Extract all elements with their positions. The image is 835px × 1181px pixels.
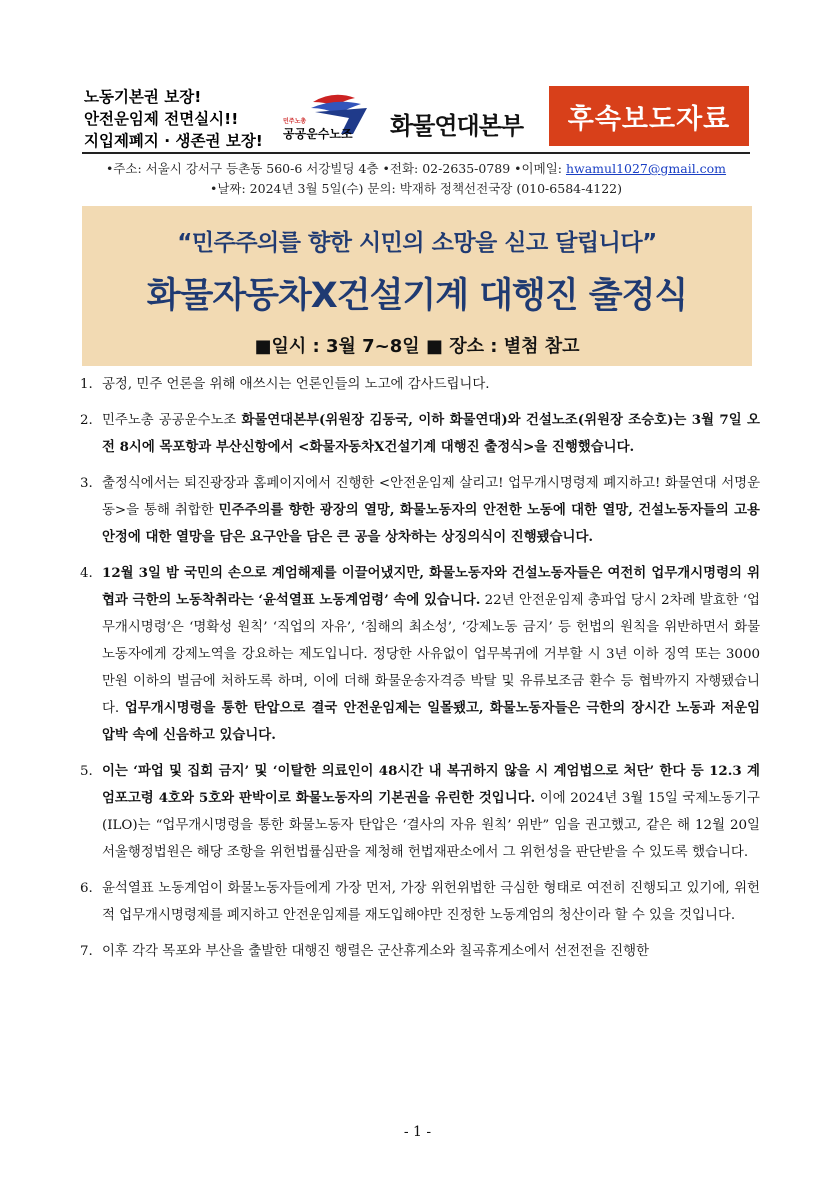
contact-line-2: •날짜: 2024년 3월 5일(수) 문의: 박재하 정책선전국장 (010-6584-4122): [209, 181, 623, 196]
paragraph-number: 5.: [80, 764, 93, 779]
header-divider: [82, 152, 750, 154]
paragraph-number: 7.: [80, 944, 93, 959]
logo-text: [283, 118, 353, 142]
contact-line-1: [82, 159, 750, 177]
press-title: 화물자동차X건설기계 대행진 출정식: [146, 276, 688, 316]
paragraph-text: 이후 각각 목포와 부산을 출발한 대행진 행렬은 군산휴게소와 칠곡휴게소에서 선전전을 진행한: [102, 944, 650, 959]
press-body: [80, 371, 760, 974]
paragraph-5: [80, 758, 760, 866]
paragraph-text-bold: 업무개시명령을 통한 탄압으로 결국 안전운임제는 일몰됐고, 화물노동자들은 극한의 장시간 노동과 저운임 압박 속에 신음하고 있습니다.: [102, 700, 760, 743]
slogan-1: 노동기본권 보장!: [84, 88, 202, 106]
paragraph-4: [80, 560, 760, 749]
paragraph-text-bold: 민주주의를 향한 광장의 열망, 화물노동자의 안전한 노동에 대한 열망, 건설노동자들의 고용안정에 대한 열망을 담은 요구안을 담은 큰 공을 상차하는 상징의식이 진행됐습니다.: [102, 502, 760, 545]
paragraph-number: 4.: [80, 566, 93, 581]
slogan-3: 지입제폐지 · 생존권 보장!: [84, 132, 263, 150]
paragraph-text: 공정, 민주 언론을 위해 애쓰시는 언론인들의 노고에 감사드립니다.: [102, 377, 490, 392]
paragraph-text: 이에 2024년 3월 15일 국제노동기구(ILO)는 “업무개시명령을 통한 화물노동자 탄압은 ‘결사의 자유 원칙’ 위반” 임을 권고했고, 같은 해 12월 20일 서울행정법원은 해당 조항을 위헌법률심판을 제청해 헌법재판소에서 그 위헌성을 판단받을 수 있도록 했습니다.: [102, 791, 760, 860]
paragraph-text-bold: 이는 ‘파업 및 집회 금지’ 및 ‘이탈한 의료인이 48시간 내 복귀하지 않을 시 계엄법으로 처단’ 한다 등 12.3 계엄포고령 4호와 5호와 판박이로 화물노동자의 기본권을 유린한 것입니다.: [102, 763, 760, 806]
paragraph-text-bold: 화물연대본부(위원장 김동국, 이하 화물연대)와 건설노조(위원장 조승호)는 3월 7일 오전 8시에 목포항과 부산신항에서 <화물자동차X건설기계 대행진 출정식>을 진행했습니다.: [102, 412, 760, 455]
doc-type-badge: 후속보도자료: [549, 86, 749, 146]
paragraph-text: 민주노총 공공운수노조: [102, 413, 242, 428]
contact-address-phone: •주소: 서울시 강서구 등촌동 560-6 서강빌딩 4층 •전화: 02-2635-0789 •이메일:: [105, 161, 566, 176]
page-number: - 1 -: [403, 1124, 432, 1140]
title-box: [82, 206, 752, 366]
slogans: [84, 86, 284, 152]
event-info: ■일시 : 3월 7~8일 ■ 장소 : 별첨 참고: [254, 336, 580, 357]
logo-text-main: 공공운수노조: [283, 127, 353, 141]
paragraph-text: 출정식에서는 퇴진광장과 홈페이지에서 진행한 <안전운임제 살리고! 업무개시명령제 폐지하고! 화물연대 서명운동>을 통해 취합한: [102, 476, 760, 518]
paragraph-3: [80, 470, 760, 551]
paragraph-2: [80, 407, 760, 461]
press-subtitle: “민주주의를 향한 시민의 소망을 싣고 달립니다”: [177, 230, 657, 256]
paragraph-1: [80, 371, 760, 398]
email-link[interactable]: hwamul1027@gmail.com: [565, 161, 727, 176]
slogan-2: 안전운임제 전면실시!!: [84, 110, 239, 128]
paragraph-7: [80, 938, 760, 965]
logo-text-top: 민주노총: [283, 118, 307, 125]
paragraph-number: 1.: [80, 377, 93, 392]
org-name: 화물연대본부: [390, 112, 524, 140]
paragraph-number: 6.: [80, 881, 93, 896]
paragraph-text: 22년 안전운임제 총파업 당시 2차례 발효한 ‘업무개시명령’은 ‘명확성 원칙’ ‘직업의 자유’, ‘침해의 최소성’, ‘강제노동 금지’ 등 헌법의 원칙을 위반하면서 화물노동자에게 강제노역을 강요하는 제도입니다. 정당한 사유없이 업무복귀에 거부할 시 3년 이하 징역 또는 3000만원 이하의 벌금에 처하도록 하며, 이에 더해 화물운송자격증 박탈 및 유류보조금 환수 등 협박까지 자행됐습니다.: [102, 593, 760, 716]
paragraph-text-bold: 12월 3일 밤 국민의 손으로 계엄해제를 이끌어냈지만, 화물노동자와 건설노동자들은 여전히 업무개시명령의 위협과 극한의 노동착취라는 ‘윤석열표 노동계엄령’ 속에 있습니다.: [102, 565, 760, 608]
paragraph-text: 윤석열표 노동계엄이 화물노동자들에게 가장 먼저, 가장 위헌위법한 극심한 형태로 여전히 진행되고 있기에, 위헌적 업무개시명령제를 폐지하고 안전운임제를 재도입해야만 진정한 노동계엄의 청산이라 할 수 있을 것입니다.: [102, 881, 760, 923]
paragraph-number: 2.: [80, 413, 93, 428]
paragraph-number: 3.: [80, 476, 93, 491]
paragraph-6: [80, 875, 760, 929]
